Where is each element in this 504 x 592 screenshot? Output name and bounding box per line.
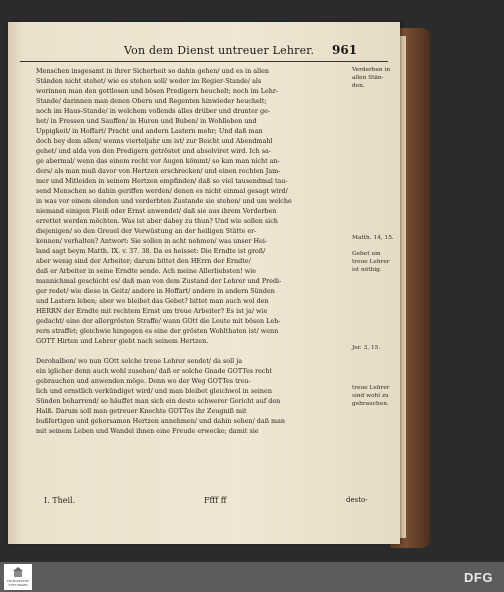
marginal-note: Gebet um treue Lehrer ist nöthig.	[352, 251, 390, 273]
text-line: Sünden beharrend/ so häuffet man sich ein desto schwerer Gericht auf den	[36, 397, 281, 405]
text-line: Stande/ darinnen man denen Obern und Regenten hinwieder heuchelt;	[36, 97, 267, 105]
page-number: 961	[332, 43, 358, 57]
text-line: mit seinem Leben und Wandel ihnen eine Freude erwecke; damit sie	[36, 427, 259, 435]
marginal-note: Verderben in allen Stän- den.	[352, 67, 391, 89]
text-line: daß er Arbeiter in seine Erndte sende. Ach meine Allerliebsten! wie	[36, 267, 257, 275]
text-line: noch im Haus-Stande/ in welchem vollends alles drüber und drunter ge-	[36, 107, 271, 115]
running-title: Von dem Dienst untreuer Lehrer.	[124, 44, 315, 57]
library-emblem-icon	[13, 567, 23, 577]
text-line: diejenigen/ so den Greuel der Verwüstung an der heiligen Stätte er-	[36, 227, 257, 235]
text-line: Derohalben/ wo nun GOtt solche treue Lehrer sendet/ da soll ja	[36, 357, 243, 365]
page-header	[28, 44, 400, 60]
text-line: ders/ als man muß davor von Hertzen erschrecken/ und einen rechten Jam-	[36, 167, 281, 175]
signature-mark: Ffff ff	[204, 496, 227, 505]
text-line: aber wenig sind der Arbeiter; darum bittet den HErrn der Erndte/	[36, 257, 251, 265]
text-line: niemand einigen Fleiß oder Ernst anwendet/ daß sie aus ihrem Verderben	[36, 207, 277, 215]
text-line: gebrauchen und anwenden möge. Denn wo der Weg GOTTes treu-	[36, 377, 251, 385]
book-page	[8, 22, 400, 544]
text-line: bußfertigen und gehorsamen Hertzen annehmen/ und dahin sehen/ daß man	[36, 417, 285, 425]
dfg-logo: DFG	[464, 570, 493, 585]
text-line: ger redet/ wie diese in Geitz/ andere in Hoffart/ andere in andern Sünden	[36, 287, 275, 295]
marginal-note: Jer. 3, 15.	[352, 345, 381, 351]
text-line: errettet werden möchten. Was ist aber dabey zu thun? Und wie sollen sich	[36, 217, 278, 225]
text-line: mer und Mitleiden in seinem Hertzen empfinden/ daß so viel tausendmal tau-	[36, 177, 288, 185]
text-line: Halß. Darum soll man getreuer Knechte GOTTes ihr Zeugniß mit	[36, 407, 247, 415]
text-line: Menschen insgesamt in ihrer Sicherheit so dahin gehen/ und es in allen	[36, 67, 270, 75]
text-line: rern straffet; gleichwie hingegen es eine der grösten Wohlthaten ist/ wenn	[36, 327, 279, 335]
text-line: worinnen man den gottlosen und bösen Predigern heuchelt; noch im Lehr-	[36, 87, 279, 95]
text-line: lich und ernstlich verkündiget wird/ und man bleibet gleichwol in seinen	[36, 387, 272, 395]
text-line: kennen/ verhalten? Antwort: Sie sollen in acht nehmen/ was unser Hei-	[36, 237, 268, 245]
marginal-note: Matth. 14, 15.	[352, 235, 394, 241]
library-logo-text: FRANCKESCHE STIFTUNGEN	[6, 579, 30, 587]
text-line	[36, 346, 348, 356]
text-line: mannichmal geschicht es/ daß man von dem Zustand der Lehrer und Predi-	[36, 277, 282, 285]
text-line: land sagt beym Matth. IX. v. 37. 38. Da es heisset: Die Erndte ist groß/	[36, 247, 266, 255]
text-line: het/ in Fressen und Sauffen/ in Huren und Buben/ in Wohlleben und	[36, 117, 257, 125]
text-line: Ständen nicht stehet/ wie es stehen soll/ weder im Regier-Stande/ als	[36, 77, 262, 85]
text-line: HERRN der Erndte mit rechtem Ernst um treue Arbeiter? Es ist ja/ wie	[36, 307, 268, 315]
text-line: ein iglicher denn auch wohl zusehen/ daß er solche Gnade GOTTes recht	[36, 367, 273, 375]
text-line: Uppigkeit/ in Hoffart/ Pracht und andern Lastern mehr; Und daß man	[36, 127, 263, 135]
text-line: gehet/ und alda von den Predigern getröstet und absolviret wird. Ich sa-	[36, 147, 271, 155]
text-line: ge abermal/ wenn das einem recht vor Augen kömmt/ so kan man nicht an-	[36, 157, 280, 165]
text-line: send Menschen so dahin geriffen werden/ denen es nicht einmal gesagt wird/	[36, 187, 288, 195]
page-footer	[36, 496, 376, 510]
part-label: I. Theil.	[44, 496, 76, 505]
text-line: und Lastern leben; aber wo bleibet das Gebet? bittet man auch wol den	[36, 297, 269, 305]
viewer-bottom-bar	[0, 562, 504, 592]
text-line: in was vor einem elenden und verderbten Zustande sie stehen/ und um welche	[36, 197, 292, 205]
catchword: desto-	[346, 496, 368, 504]
text-line: doch bey dem allen/ wenns vierteljahr um ist/ zur Beicht und Abendmahl	[36, 137, 273, 145]
marginal-note: treue Lehrer sind wohl zu gebrauchen.	[352, 385, 390, 407]
header-rule	[20, 61, 388, 62]
text-line: gedacht/ eine der allergrösten Straffe/ wann GOtt die Leute mit bösen Leh-	[36, 317, 281, 325]
library-logo	[4, 564, 32, 590]
text-line: GOTT Hirten und Lehrer giebt nach seinem Hertzen.	[36, 337, 209, 345]
